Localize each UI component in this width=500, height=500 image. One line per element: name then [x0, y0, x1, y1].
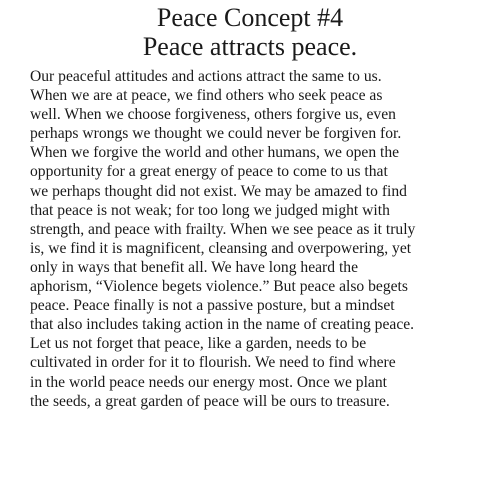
body-line: is, we find it is magnificent, cleansing and overpowering, yet — [30, 239, 412, 257]
body-line: only in ways that benefit all. We have long heard the — [30, 258, 358, 276]
body-line: well. When we choose forgiveness, others forgive us, even — [30, 106, 396, 124]
body-line: the seeds, a great garden of peace will be ours to treasure. — [30, 392, 390, 410]
body-line: that also includes taking action in the name of creating peace. — [30, 316, 415, 334]
body-line: Let us not forget that peace, like a garden, needs to be — [30, 335, 367, 353]
document-heading: Peace Concept #4 — [156, 3, 344, 32]
body-line: When we are at peace, we find others who seek peace as — [30, 87, 383, 105]
body-line: strength, and peace with frailty. When we see peace as it truly — [30, 220, 416, 238]
body-line: peace. Peace finally is not a passive posture, but a mindset — [30, 297, 395, 315]
body-line: Our peaceful attitudes and actions attract the same to us. — [30, 68, 382, 85]
body-line: that peace is not weak; for too long we judged might with — [30, 201, 390, 219]
body-line: we perhaps thought did not exist. We may be amazed to find — [30, 182, 407, 200]
body-line: in the world peace needs our energy most. Once we plant — [30, 373, 387, 391]
body-paragraph — [30, 67, 480, 411]
body-line: aphorism, “Violence begets violence.” But peace also begets — [30, 278, 408, 296]
body-line: opportunity for a great energy of peace to come to us that — [30, 163, 388, 181]
body-line: When we forgive the world and other humans, we open the — [30, 144, 400, 162]
body-line: cultivated in order for it to flourish. We need to find where — [30, 354, 396, 372]
body-line: perhaps wrongs we thought we could never be forgiven for. — [30, 125, 402, 143]
document-subheading: Peace attracts peace. — [142, 32, 358, 61]
